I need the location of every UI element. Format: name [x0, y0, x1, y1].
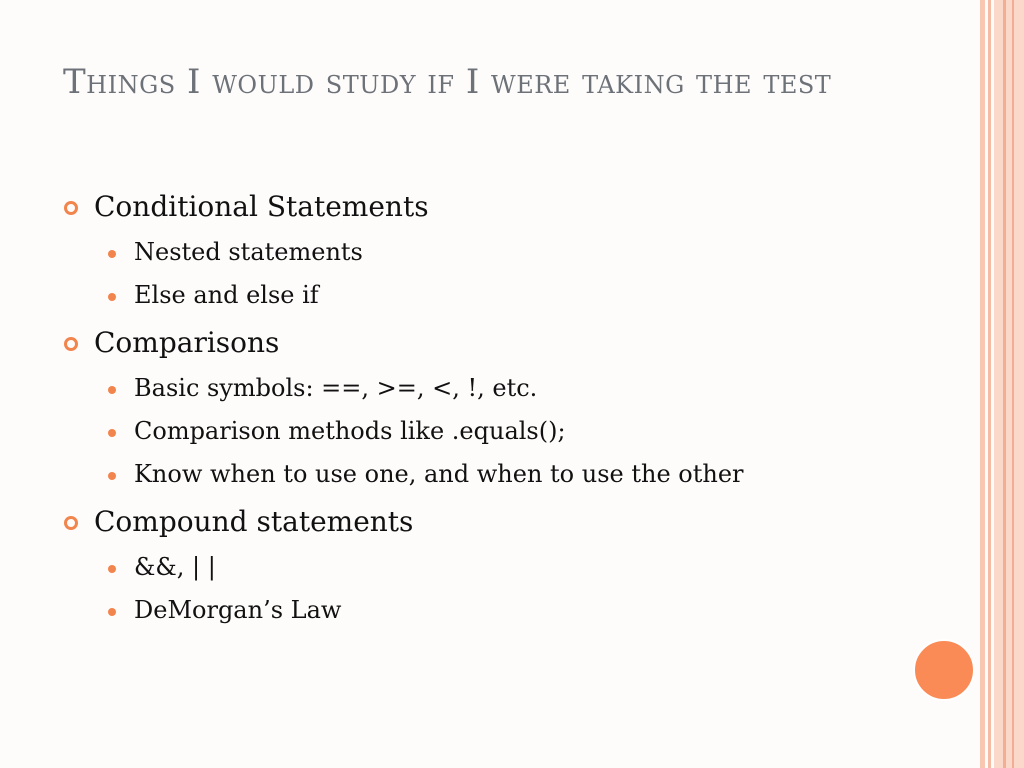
sub-bullet-item — [62, 231, 942, 274]
sub-bullet-item — [62, 453, 942, 496]
dot-bullet-icon — [108, 386, 116, 394]
bullet-item — [62, 321, 942, 365]
sub-bullet-item — [62, 274, 942, 317]
decorative-circle — [913, 639, 975, 701]
sub-bullet-text: Comparison methods like .equals(); — [134, 417, 566, 445]
bullet-text: Conditional Statements — [94, 190, 429, 223]
bullet-list — [62, 185, 942, 636]
sub-bullet-item — [62, 410, 942, 453]
sub-bullet-text: DeMorgan’s Law — [134, 596, 342, 624]
dot-bullet-icon — [108, 472, 116, 480]
sub-bullet-item — [62, 589, 942, 632]
dot-bullet-icon — [108, 608, 116, 616]
decorative-stripe — [994, 0, 1024, 768]
sub-bullet-text: Else and else if — [134, 281, 319, 309]
dot-bullet-icon — [108, 565, 116, 573]
bullet-item — [62, 185, 942, 229]
decorative-stripe — [988, 0, 991, 768]
sub-bullet-text: Basic symbols: ==, >=, <, !, etc. — [134, 374, 538, 402]
slide-title: Things I would study if I were taking the test — [63, 62, 832, 102]
sub-bullet-text: Nested statements — [134, 238, 363, 266]
decorative-stripe — [1012, 0, 1014, 768]
circle-bullet-icon — [64, 201, 78, 215]
circle-bullet-icon — [64, 337, 78, 351]
sub-bullet-item — [62, 546, 942, 589]
bullet-group — [62, 321, 942, 496]
bullet-group — [62, 500, 942, 632]
decorative-stripe — [980, 0, 985, 768]
bullet-text: Compound statements — [94, 505, 414, 538]
sub-bullet-text: &&, | | — [134, 553, 216, 581]
bullet-text: Comparisons — [94, 326, 280, 359]
bullet-group — [62, 185, 942, 317]
circle-bullet-icon — [64, 516, 78, 530]
dot-bullet-icon — [108, 250, 116, 258]
bullet-item — [62, 500, 942, 544]
sub-bullet-text: Know when to use one, and when to use the other — [134, 460, 744, 488]
sub-bullet-item — [62, 367, 942, 410]
dot-bullet-icon — [108, 293, 116, 301]
dot-bullet-icon — [108, 429, 116, 437]
decorative-stripe — [1003, 0, 1006, 768]
